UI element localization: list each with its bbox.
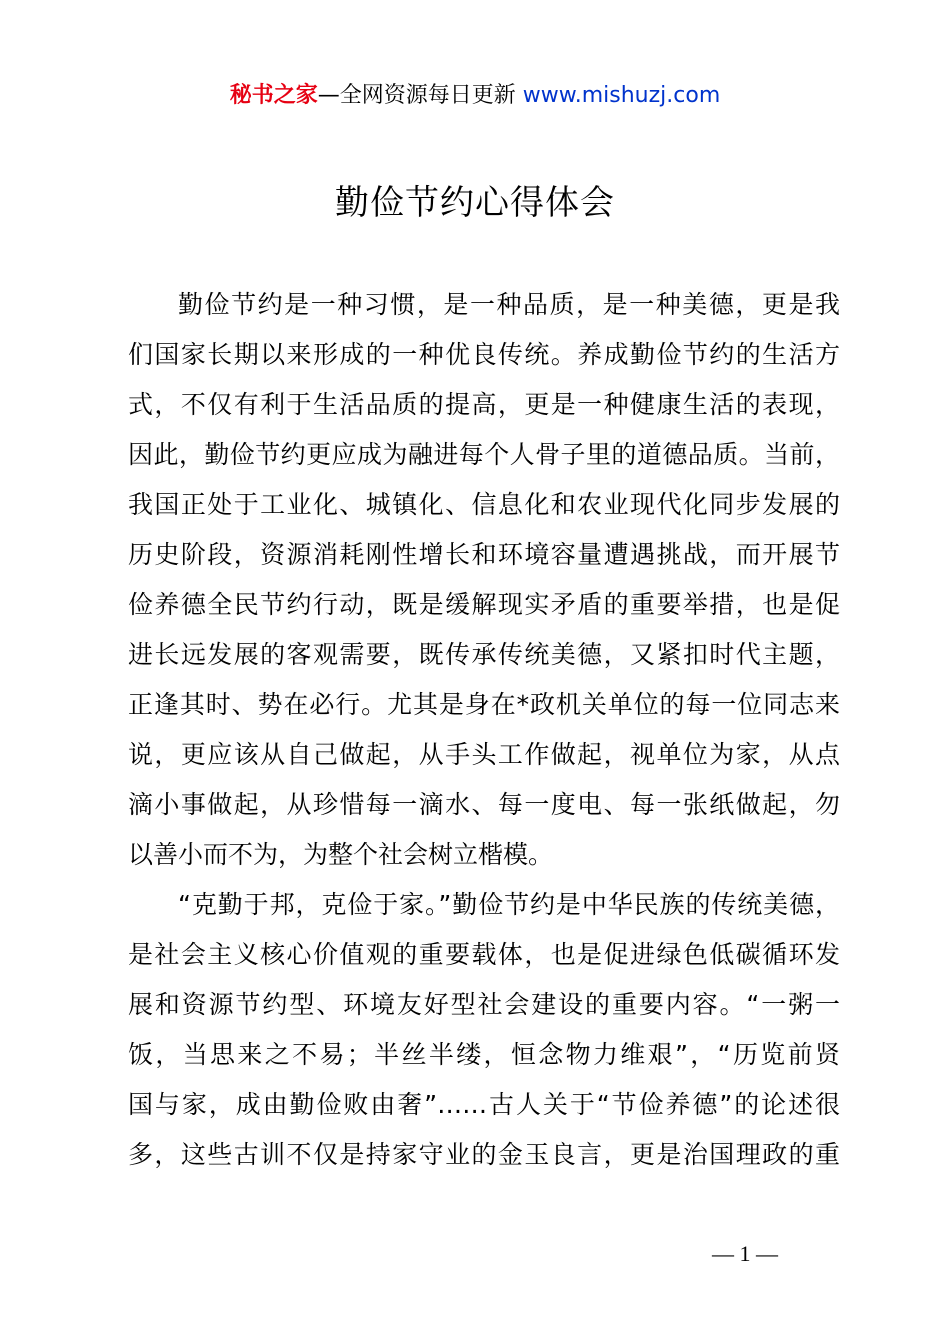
- site-url-link[interactable]: www.mishuzj.com: [522, 83, 721, 108]
- site-header: [0, 80, 950, 112]
- text-line: “克勤于邦，克俭于家。”勤俭节约是中华民族的传统美德，: [178, 890, 840, 919]
- paragraph-1: [128, 280, 840, 880]
- text-line: 正逢其时、势在必行。尤其是身在*政机关单位的每一位同志来: [128, 690, 840, 719]
- text-line: 滴小事做起，从珍惜每一滴水、每一度电、每一张纸做起，勿: [128, 790, 840, 819]
- text-line: 展和资源节约型、环境友好型社会建设的重要内容。“一粥一: [128, 990, 840, 1019]
- site-tagline: —全网资源每日更新: [317, 83, 516, 108]
- text-line: 国与家，成由勤俭败由奢”……古人关于“节俭养德”的论述很: [128, 1090, 840, 1119]
- document-title: 勤俭节约心得体会: [335, 183, 615, 223]
- text-line: 说，更应该从自己做起，从手头工作做起，视单位为家，从点: [128, 740, 840, 769]
- text-line: 式，不仅有利于生活品质的提高，更是一种健康生活的表现，: [128, 390, 840, 419]
- page-number: — 1 —: [712, 1241, 778, 1266]
- text-line: 历史阶段，资源消耗刚性增长和环境容量遭遇挑战，而开展节: [128, 540, 840, 569]
- text-line: 是社会主义核心价值观的重要载体，也是促进绿色低碳循环发: [128, 940, 840, 969]
- text-line: 因此，勤俭节约更应成为融进每个人骨子里的道德品质。当前，: [128, 440, 840, 469]
- text-line: 我国正处于工业化、城镇化、信息化和农业现代化同步发展的: [128, 490, 840, 519]
- text-line: 们国家长期以来形成的一种优良传统。养成勤俭节约的生活方: [128, 340, 840, 369]
- document-body: [128, 280, 840, 1180]
- text-line: 饭，当思来之不易；半丝半缕，恒念物力维艰”，“历览前贤: [128, 1040, 840, 1069]
- text-line: 勤俭节约是一种习惯，是一种品质，是一种美德，更是我: [178, 290, 840, 319]
- site-brand: 秘书之家: [229, 83, 318, 108]
- text-line: 进长远发展的客观需要，既传承传统美德，又紧扣时代主题，: [128, 640, 840, 669]
- text-line: 以善小而不为，为整个社会树立楷模。: [128, 840, 554, 869]
- paragraph-2: [128, 880, 840, 1180]
- text-line: 多，这些古训不仅是持家守业的金玉良言，更是治国理政的重: [128, 1140, 840, 1169]
- text-line: 俭养德全民节约行动，既是缓解现实矛盾的重要举措，也是促: [128, 590, 840, 619]
